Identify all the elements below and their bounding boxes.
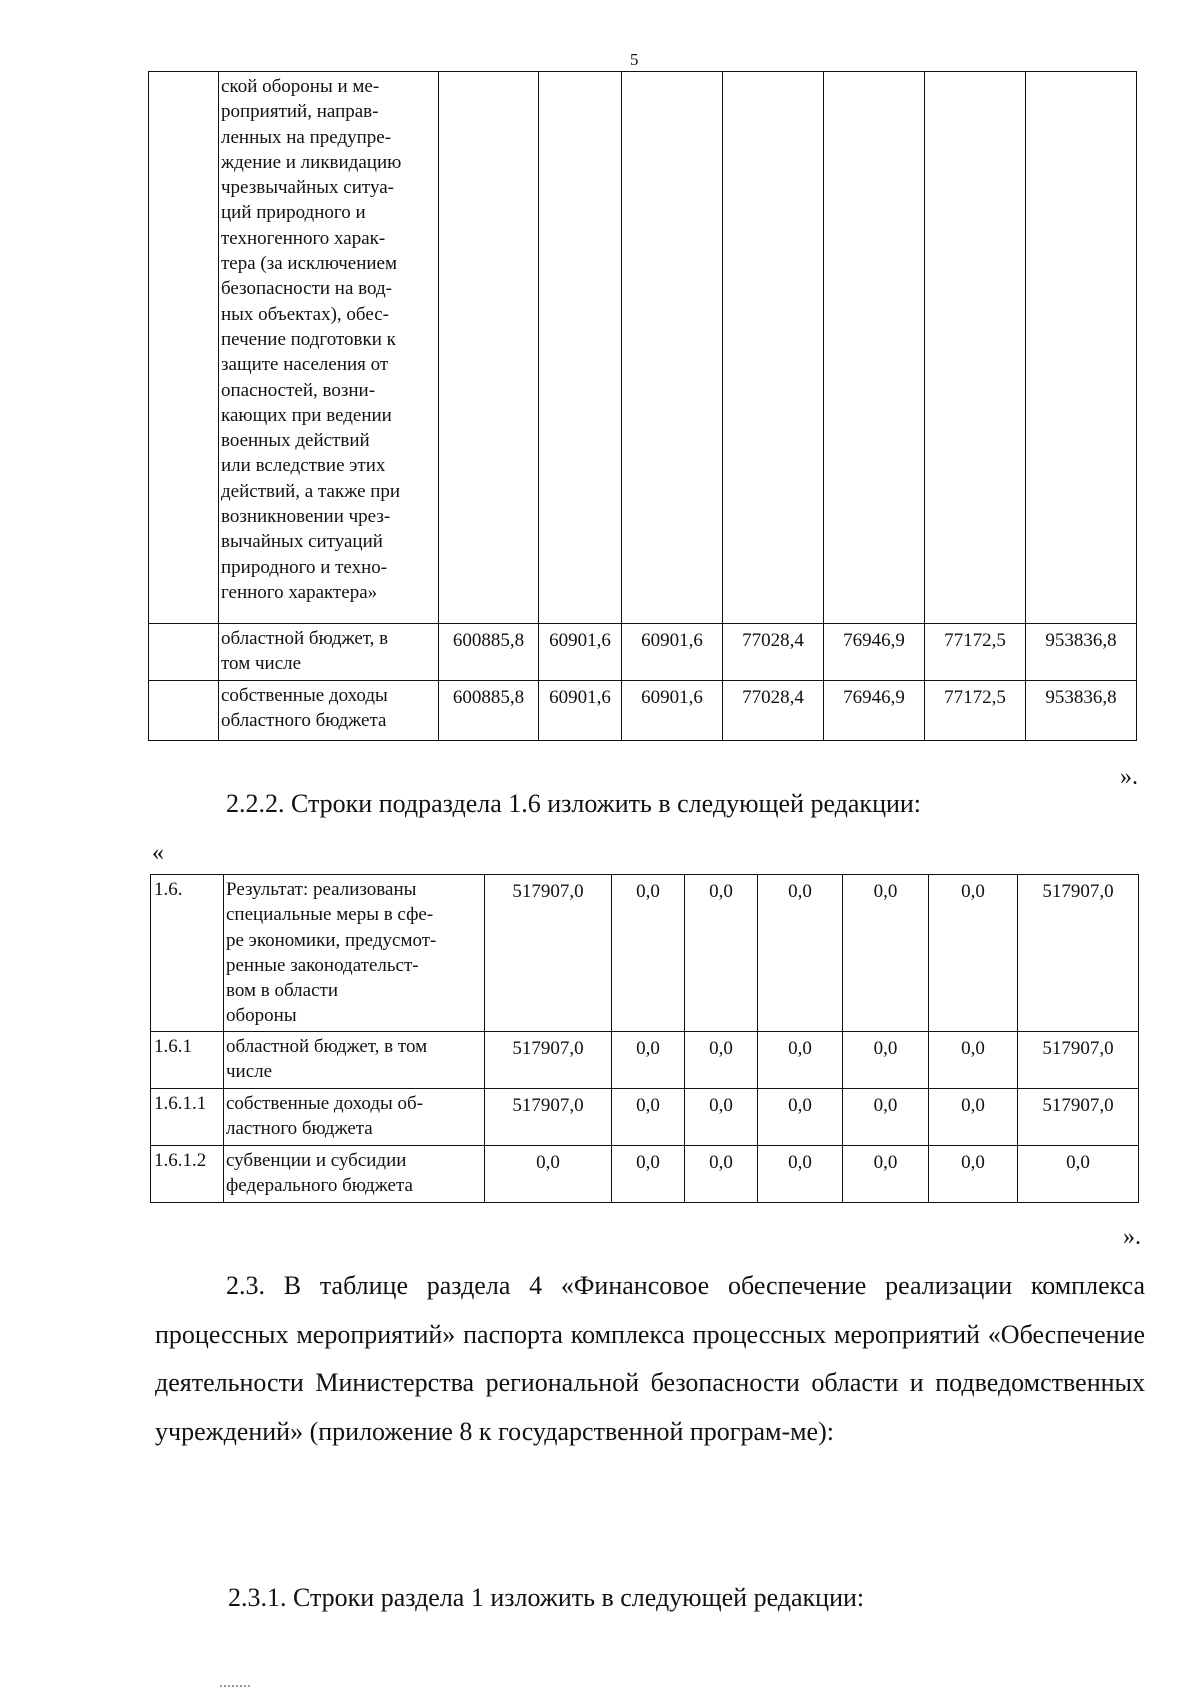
row-number-cell: 1.6.1.1 xyxy=(151,1089,224,1146)
value-cell: 517907,0 xyxy=(485,1089,612,1146)
value-cell: 0,0 xyxy=(685,1089,758,1146)
page-number: 5 xyxy=(630,50,639,69)
value-cell: 517907,0 xyxy=(1018,1089,1139,1146)
row-description-cell: собственные доходы об- ластного бюджета xyxy=(224,1089,485,1146)
value-cell: 0,0 xyxy=(758,1032,843,1089)
value-cell: 0,0 xyxy=(612,1089,685,1146)
value-cell: 0,0 xyxy=(685,875,758,1032)
value-cell xyxy=(439,72,539,624)
row-number-cell: 1.6. xyxy=(151,875,224,1032)
value-cell: 0,0 xyxy=(758,875,843,1032)
value-cell: 0,0 xyxy=(843,1146,929,1203)
table-row xyxy=(149,624,1137,681)
value-cell: 60901,6 xyxy=(539,624,622,681)
value-cell: 600885,8 xyxy=(439,624,539,681)
value-cell: 77028,4 xyxy=(723,624,824,681)
closing-quote: ». xyxy=(1120,764,1138,790)
value-cell xyxy=(539,72,622,624)
row-number-cell: 1.6.1 xyxy=(151,1032,224,1089)
row-description-cell: областной бюджет, в том числе xyxy=(224,1032,485,1089)
value-cell: 0,0 xyxy=(685,1032,758,1089)
value-cell: 517907,0 xyxy=(1018,875,1139,1032)
value-cell: 517907,0 xyxy=(485,1032,612,1089)
value-cell: 60901,6 xyxy=(622,681,723,741)
value-cell: 60901,6 xyxy=(539,681,622,741)
value-cell: 0,0 xyxy=(843,875,929,1032)
row-description-cell: ской обороны и ме- роприятий, направ- ленных на предупре- ждение и ликвидацию чрезвычайных ситуа- ций природного и техногенного харак- тера (за исключением безопасности на вод- ных объектах), обес- печение подготовки к защите населения от опасностей, возни- кающих при ведении военных действий или вследствие этих действий, а также при возникновении чрез- вычайных ситуаций природного и техно- генного характера» xyxy=(219,72,439,624)
row-number-cell: 1.6.1.2 xyxy=(151,1146,224,1203)
value-cell xyxy=(1026,72,1137,624)
value-cell xyxy=(925,72,1026,624)
row-number-cell xyxy=(149,72,219,624)
row-description-cell: Результат: реализованы специальные меры в сфе- ре экономики, предусмот- ренные законодательст- вом в области обороны xyxy=(224,875,485,1032)
value-cell: 953836,8 xyxy=(1026,624,1137,681)
value-cell: 0,0 xyxy=(929,875,1018,1032)
value-cell: 0,0 xyxy=(929,1146,1018,1203)
value-cell: 77172,5 xyxy=(925,624,1026,681)
page-cut-mark xyxy=(220,1685,250,1693)
value-cell xyxy=(824,72,925,624)
table-row xyxy=(151,1032,1139,1089)
subsection-1-6-table xyxy=(150,874,1139,1203)
table-row xyxy=(151,1089,1139,1146)
paragraph-2-3-1: 2.3.1. Строки раздела 1 изложить в следующей редакции: xyxy=(228,1583,865,1612)
opening-quote: « xyxy=(152,840,164,866)
row-number-cell xyxy=(149,624,219,681)
row-description-cell: субвенции и субсидии федерального бюджета xyxy=(224,1146,485,1203)
value-cell: 0,0 xyxy=(1018,1146,1139,1203)
value-cell: 0,0 xyxy=(758,1089,843,1146)
value-cell: 953836,8 xyxy=(1026,681,1137,741)
budget-table-continuation xyxy=(148,71,1137,741)
row-description-cell: собственные доходы областного бюджета xyxy=(219,681,439,741)
value-cell xyxy=(622,72,723,624)
value-cell: 600885,8 xyxy=(439,681,539,741)
paragraph-2-2-2: 2.2.2. Строки подраздела 1.6 изложить в следующей редакции: xyxy=(226,789,922,818)
value-cell: 77172,5 xyxy=(925,681,1026,741)
value-cell: 60901,6 xyxy=(622,624,723,681)
value-cell: 0,0 xyxy=(843,1032,929,1089)
value-cell: 0,0 xyxy=(612,1146,685,1203)
closing-quote: ». xyxy=(1123,1224,1141,1250)
value-cell: 0,0 xyxy=(685,1146,758,1203)
value-cell: 77028,4 xyxy=(723,681,824,741)
table-row xyxy=(149,72,1137,624)
value-cell: 517907,0 xyxy=(485,875,612,1032)
table-row xyxy=(151,875,1139,1032)
paragraph-2-3: 2.3. В таблице раздела 4 «Финансовое обеспечение реализации комплекса процессных мероприятий» паспорта комплекса процессных мероприятий «Обеспечение деятельности Министерства региональной безопасности области и подведомственных учреждений» (приложение 8 к государственной програм-ме): xyxy=(155,1271,1145,1446)
table-row xyxy=(151,1146,1139,1203)
value-cell: 0,0 xyxy=(485,1146,612,1203)
value-cell: 76946,9 xyxy=(824,681,925,741)
value-cell: 517907,0 xyxy=(1018,1032,1139,1089)
value-cell: 0,0 xyxy=(612,1032,685,1089)
row-description-cell: областной бюджет, в том числе xyxy=(219,624,439,681)
value-cell: 0,0 xyxy=(612,875,685,1032)
value-cell xyxy=(723,72,824,624)
value-cell: 0,0 xyxy=(758,1146,843,1203)
table-row xyxy=(149,681,1137,741)
value-cell: 0,0 xyxy=(929,1032,1018,1089)
value-cell: 0,0 xyxy=(843,1089,929,1146)
value-cell: 0,0 xyxy=(929,1089,1018,1146)
row-number-cell xyxy=(149,681,219,741)
value-cell: 76946,9 xyxy=(824,624,925,681)
